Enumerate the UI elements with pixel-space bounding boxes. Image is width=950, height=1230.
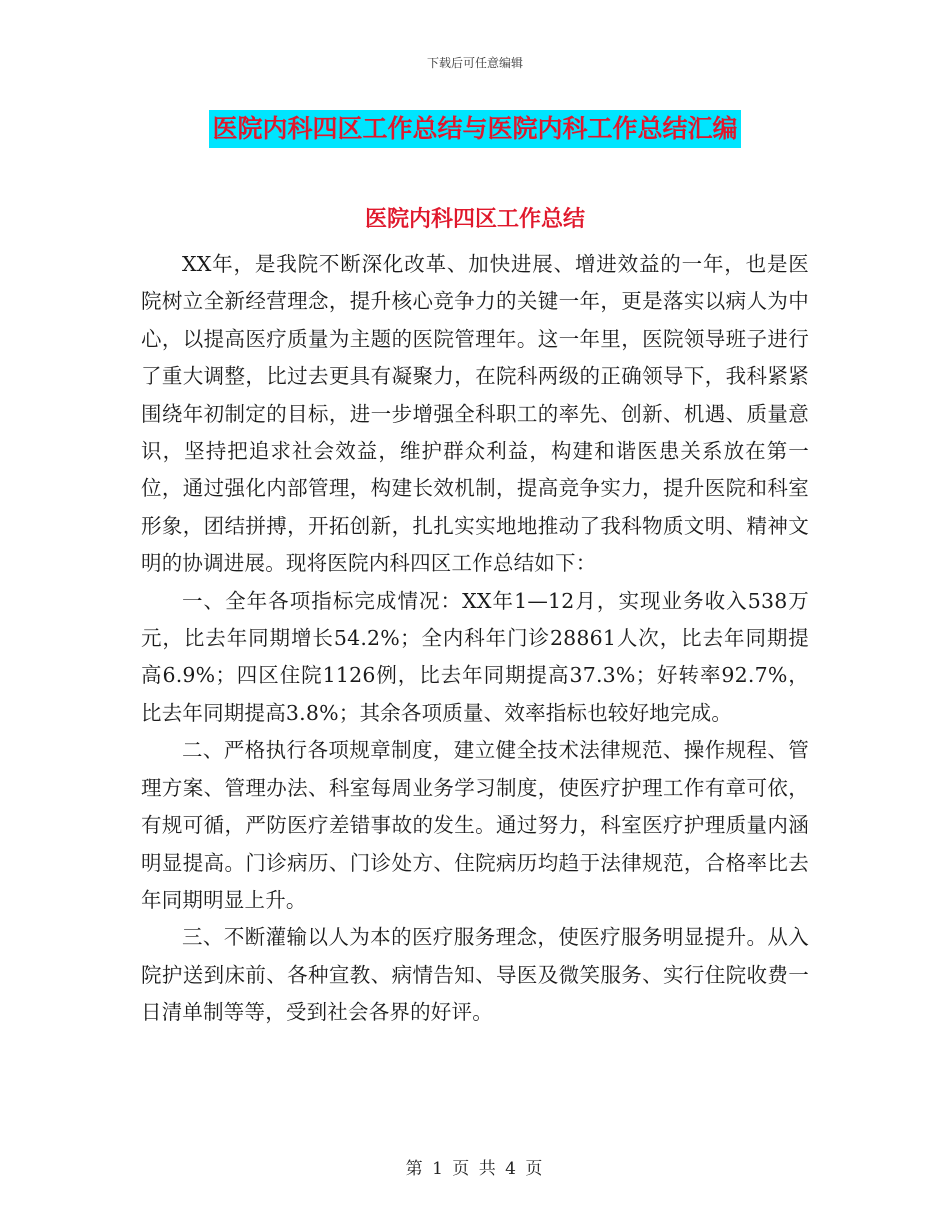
- main-title-container: [0, 110, 950, 148]
- document-body: [141, 246, 809, 1032]
- paragraph-intro: XX年，是我院不断深化改革、加快进展、增进效益的一年，也是医院树立全新经营理念，提升核心竞争力的关键一年，更是落实以病人为中心，以提高医疗质量为主题的医院管理年。这一年里，医院领导班子进行了重大调整，比过去更具有凝聚力，在院科两级的正确领导下，我科紧紧围绕年初制定的目标，进一步增强全科职工的率先、创新、机遇、质量意识，坚持把追求社会效益，维护群众利益，构建和谐医患关系放在第一位，通过强化内部管理，构建长效机制，提高竞争实力，提升医院和科室形象，团结拼搏，开拓创新，扎扎实实地地推动了我科物质文明、精神文明的协调进展。现将医院内科四区工作总结如下：: [141, 252, 809, 576]
- document-title: 医院内科四区工作总结与医院内科工作总结汇编: [209, 110, 740, 148]
- paragraph-section-3: 三、不断灌输以人为本的医疗服务理念，使医疗服务明显提升。从入院护送到床前、各种宣教、病情告知、导医及微笑服务、实行住院收费一日清单制等等，受到社会各界的好评。: [141, 925, 809, 1025]
- header-note: 下载后可任意编辑: [426, 56, 523, 70]
- page-footer: 第 1 页 共 4 页: [405, 1159, 545, 1179]
- section-title: 医院内科四区工作总结: [364, 207, 585, 232]
- paragraph-section-1: 一、全年各项指标完成情况：XX年1—12月，实现业务收入538万元，比去年同期增长54.2%；全内科年门诊28861人次，比去年同期提高6.9%；四区住院1126例，比去年同期提高37.3%；好转率92.7%，比去年同期提高3.8%；其余各项质量、效率指标也较好地完成。: [141, 588, 809, 725]
- paragraph-section-2: 二、严格执行各项规章制度，建立健全技术法律规范、操作规程、管理方案、管理办法、科室每周业务学习制度，使医疗护理工作有章可依，有规可循，严防医疗差错事故的发生。通过努力，科室医疗护理质量内涵明显提高。门诊病历、门诊处方、住院病历均趋于法律规范，合格率比去年同期明显上升。: [141, 738, 809, 912]
